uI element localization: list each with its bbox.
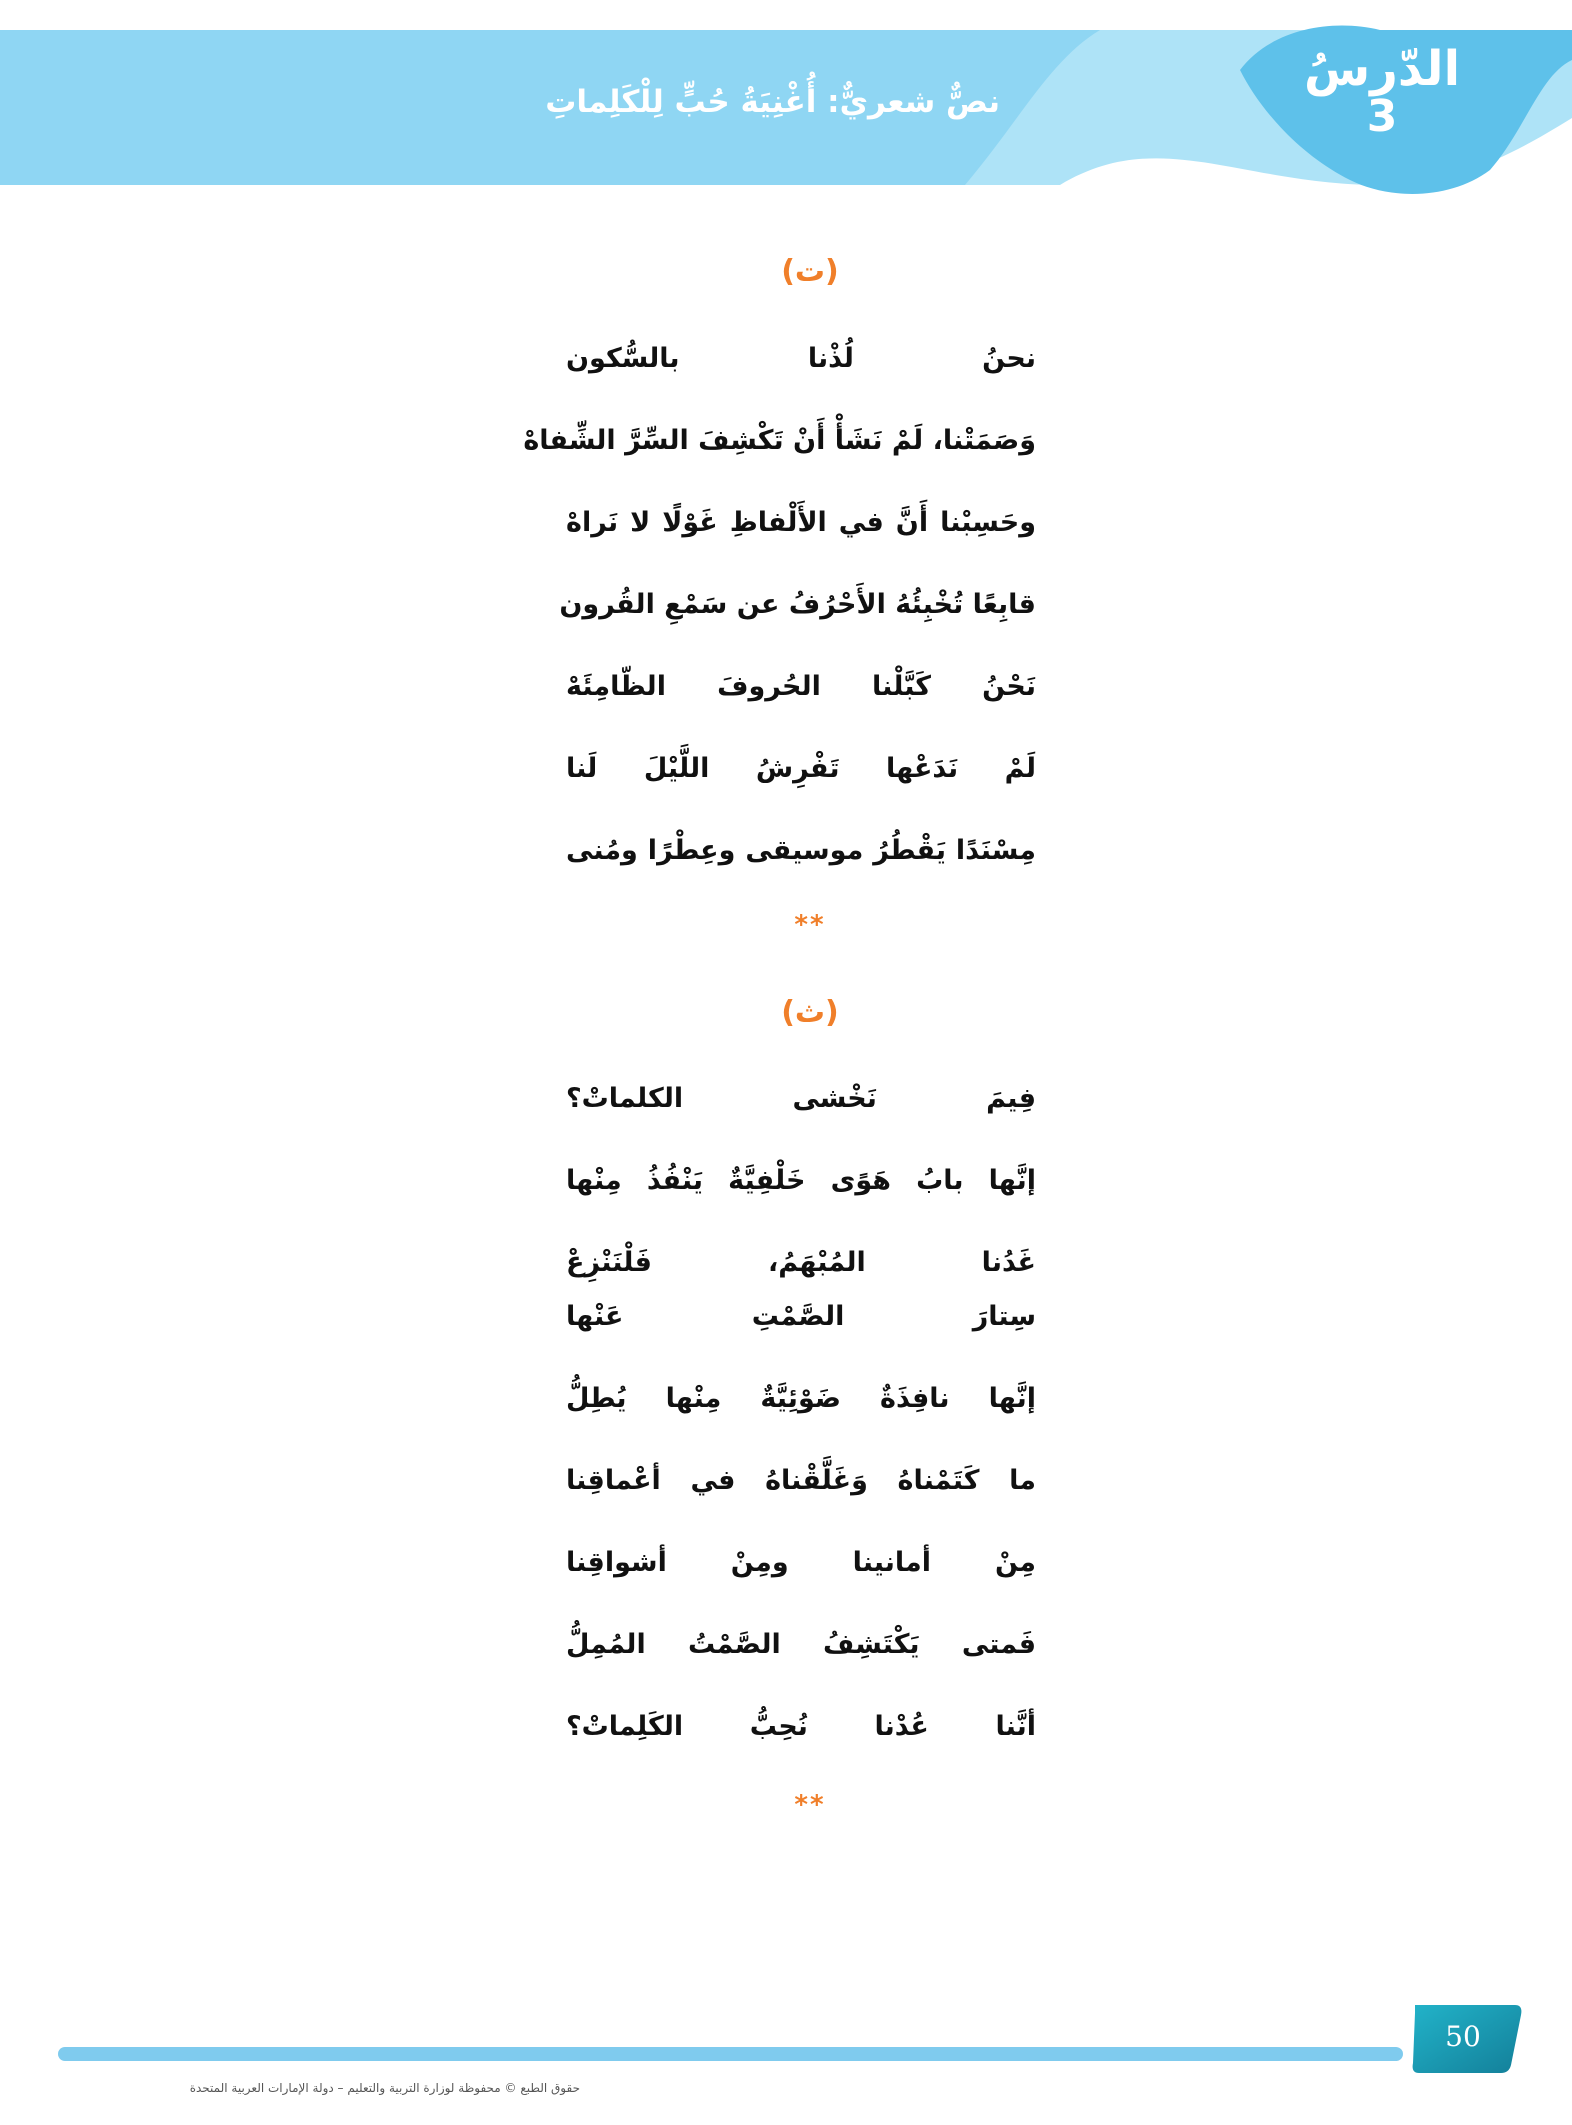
poem-line: إنَّها بابُ هَوًى خَلْفِيَّةٌ يَنْفُذُ مِنْها bbox=[566, 1165, 1036, 1196]
footer-bar bbox=[58, 2047, 1403, 2061]
poem-line: إنَّها نافِذَةٌ ضَوْئِيَّةٌ مِنْها يُطِلُّ bbox=[566, 1383, 1036, 1414]
poem-line: فَمتى يَكْتَشِفُ الصَّمْتُ المُمِلُّ bbox=[566, 1629, 1036, 1660]
poem-line: ما كَتَمْناهُ وَغَلَّقْناهُ في أعْماقِنا bbox=[566, 1465, 1036, 1496]
lesson-title: نصٌّ شعريٌّ: أُغْنِيَةُ حُبٍّ لِلْكَلِماتِ bbox=[545, 84, 1000, 120]
poem-line: مِسْنَدًا يَقْطُرُ موسيقى وعِطْرًا ومُنى bbox=[566, 835, 1036, 866]
poem-line: لَمْ نَدَعْها تَفْرِشُ اللَّيْلَ لَنا bbox=[566, 753, 1036, 784]
stanza-separator: ** bbox=[794, 1790, 826, 1820]
stanza-label: (ث) bbox=[781, 995, 839, 1030]
page-number: 50 bbox=[1445, 2020, 1481, 2053]
poem-line: مِنْ أمانينا ومِنْ أشواقِنا bbox=[566, 1547, 1036, 1578]
poem-line: قابِعًا تُخْبِئُهُ الأَحْرُفُ عن سَمْعِ القُرون bbox=[559, 589, 1036, 620]
lesson-header bbox=[0, 0, 1572, 200]
stanza-label: (ت) bbox=[781, 254, 839, 289]
poem-line: غَدُنا المُبْهَمُ، فَلْنَنْزِعْ bbox=[566, 1247, 1036, 1278]
poem-line: نَحْنُ كَبَّلْنا الحُروفَ الظّامِئَهْ bbox=[566, 671, 1036, 702]
stanza-separator: ** bbox=[794, 910, 826, 940]
poem-line: أنَّنا عُدْنا نُحِبُّ الكَلِماتْ؟ bbox=[566, 1711, 1036, 1742]
poem-line: نحنُ لُذْنا بالسُّكون bbox=[566, 343, 1036, 374]
lesson-word: الدّرسُ bbox=[1303, 41, 1461, 97]
poem-line: فِيمَ نَخْشى الكلماتْ؟ bbox=[566, 1083, 1036, 1114]
copyright-notice: حقوق الطبع © محفوظة لوزارة التربية والتعليم – دولة الإمارات العربية المتحدة bbox=[189, 2081, 580, 2095]
poem-line: وحَسِبْنا أَنَّ في الأَلْفاظِ غَوْلًا لا نَراهْ bbox=[566, 507, 1036, 538]
poem-line: وَصَمَتْنا، لَمْ نَشَأْ أَنْ تَكْشِفَ السِّرَّ الشِّفاهْ bbox=[523, 425, 1036, 456]
lesson-badge bbox=[1292, 41, 1472, 143]
poem-line: سِتارَ الصَّمْتِ عَنْها bbox=[566, 1301, 1036, 1332]
lesson-number: 3 bbox=[1366, 91, 1398, 143]
